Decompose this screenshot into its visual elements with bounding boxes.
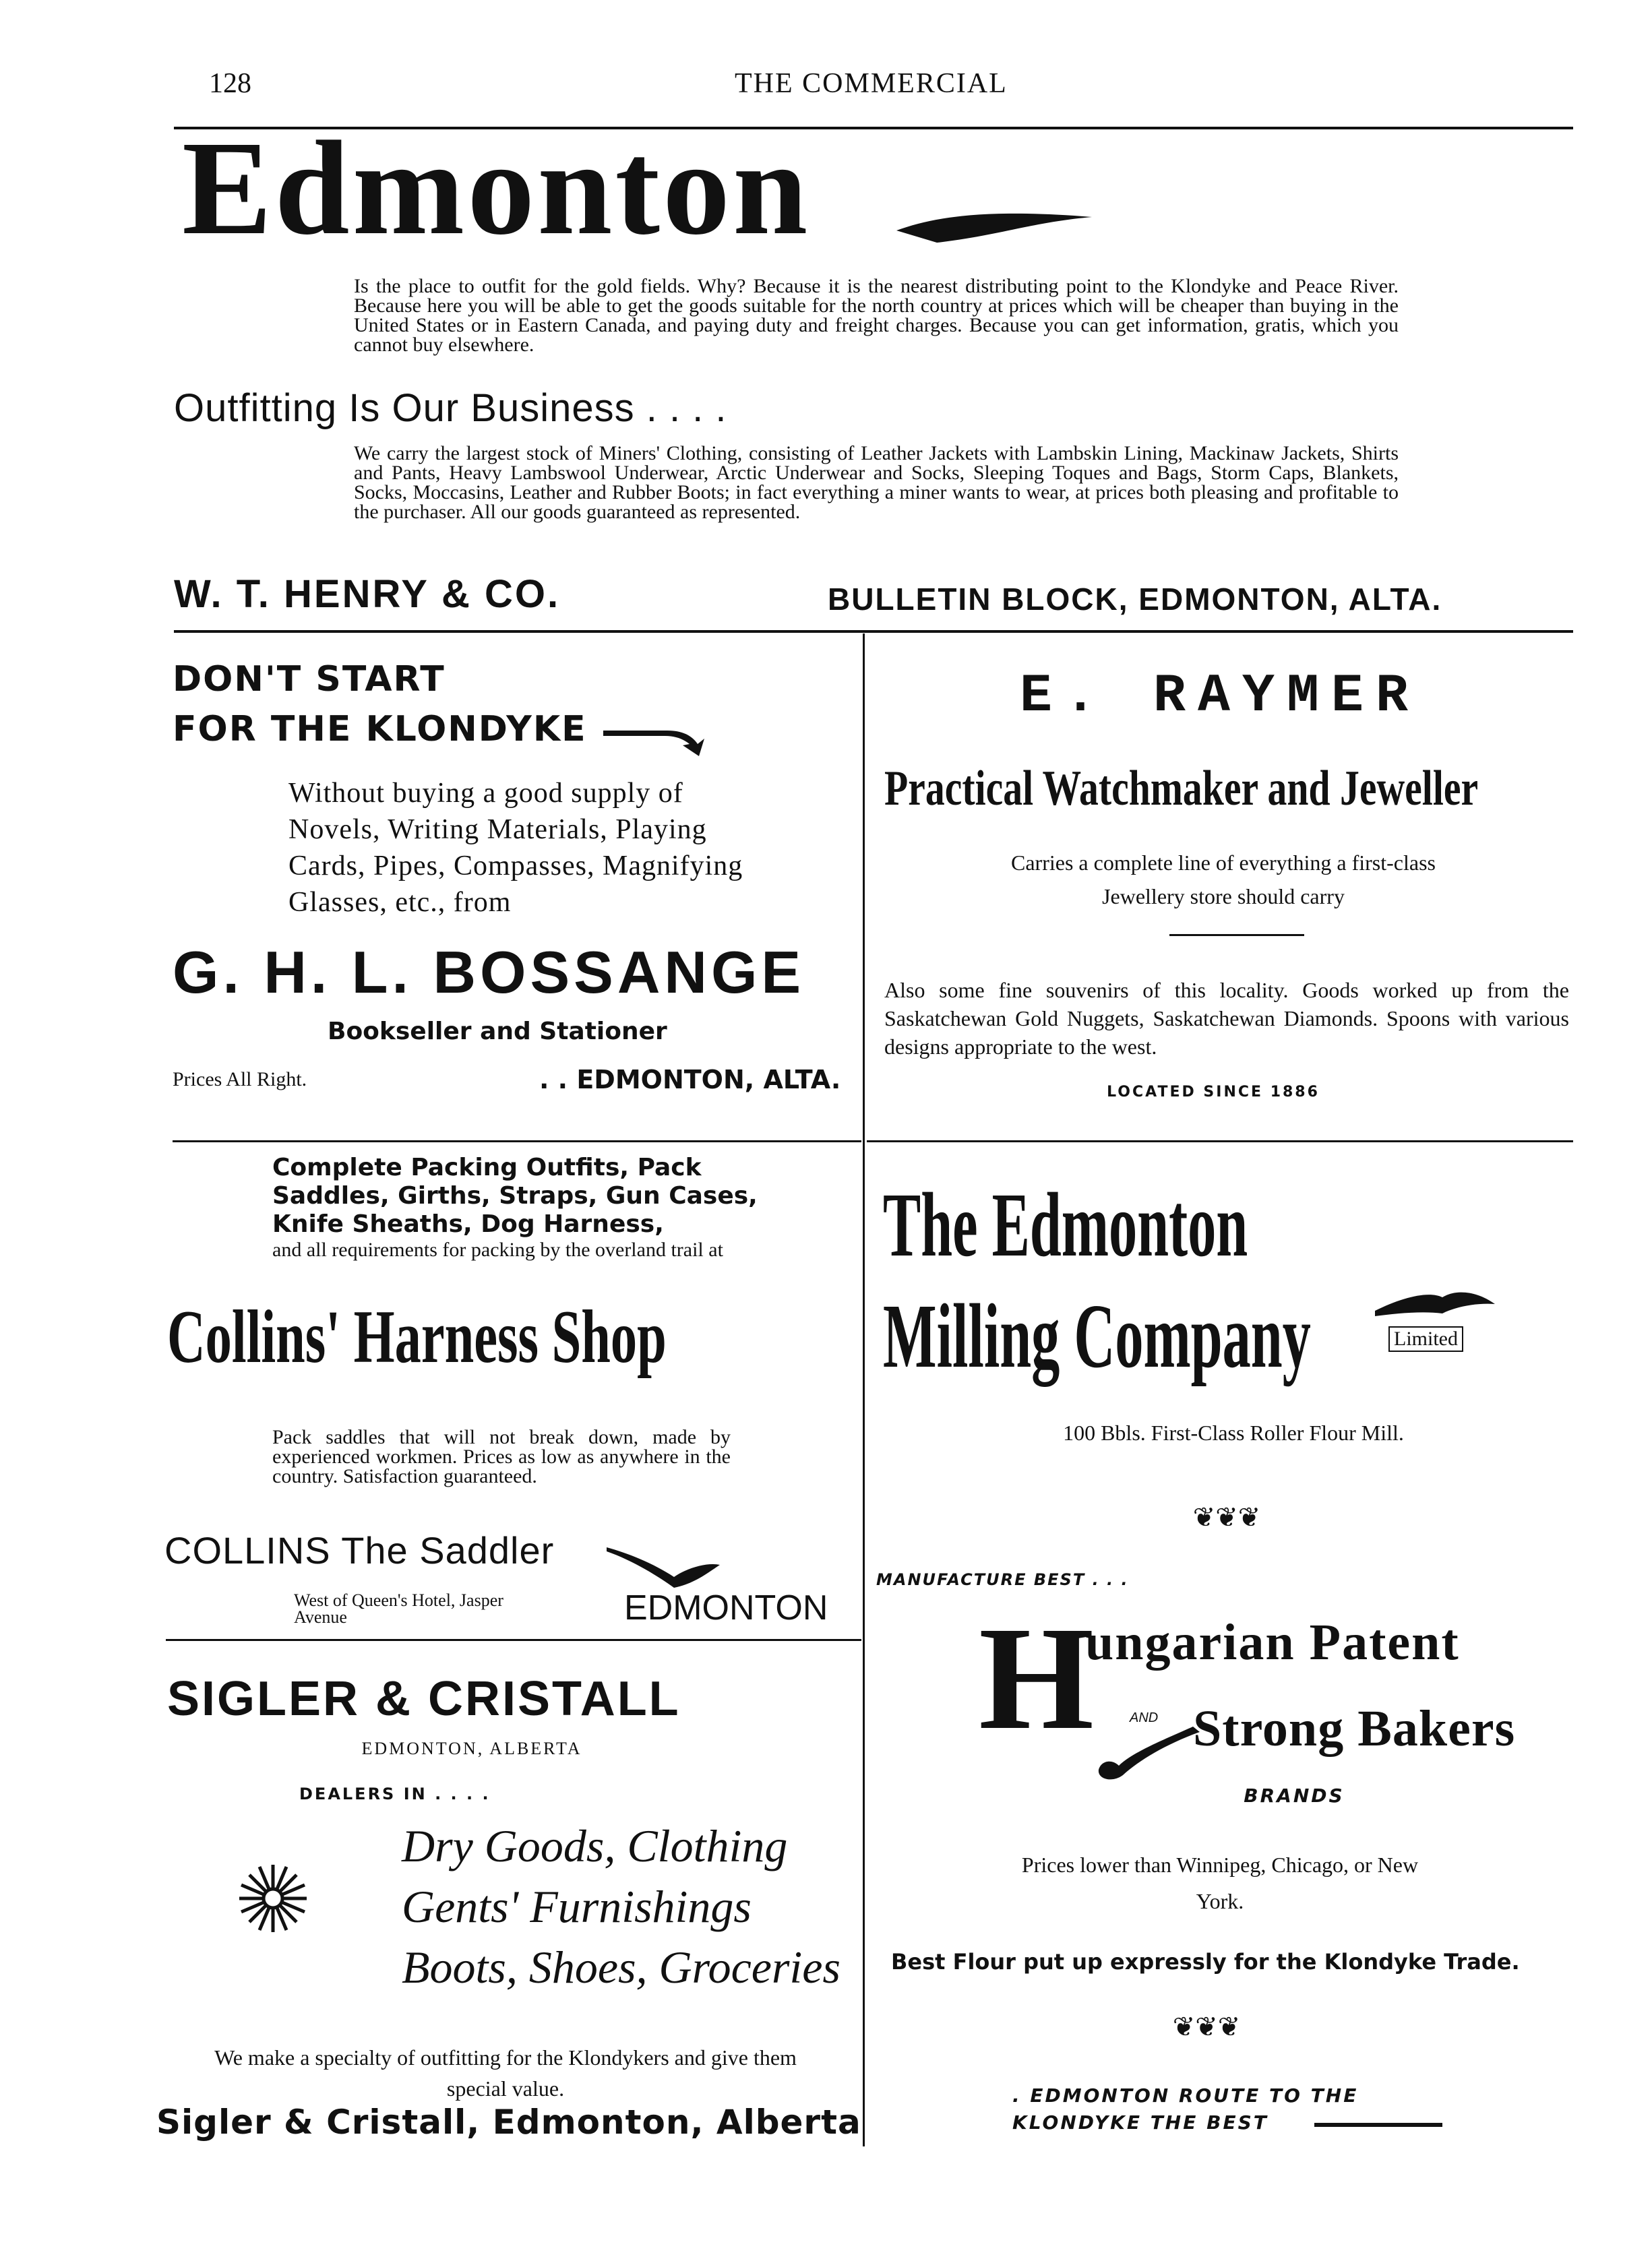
- brand-initial: H: [979, 1596, 1095, 1760]
- sunburst-icon: [236, 1861, 310, 1935]
- sigler-goods-3: Boots, Shoes, Groceries: [402, 1942, 840, 1993]
- arrow-icon: [607, 1543, 721, 1590]
- raymer-body: Also some fine souvenirs of this locality. Goods worked up from the Saskatchewan Gold Nuggets, Saskatchewan Diamonds. Spoons with various designs appropriate to the west.: [884, 978, 1569, 1059]
- henry-subhead: Outfitting Is Our Business . . . .: [174, 386, 727, 430]
- collins-intro: Complete Packing Outfits, Pack Saddles, Girths, Straps, Gun Cases, Knife Sheaths, Dog Harness,: [272, 1154, 758, 1238]
- milling-route: . EDMONTON ROUTE TO THE KLONDYKE THE BEST: [1012, 2084, 1359, 2134]
- collins-body: Pack saddles that will not break down, made by experienced workmen. Prices as low as anywhere in the country. Satisfaction guaranteed.: [272, 1426, 731, 1487]
- bossange-location: . . EDMONTON, ALTA.: [539, 1065, 841, 1094]
- milling-name: Milling Company: [883, 1286, 1311, 1387]
- flourish-icon: [1092, 1725, 1200, 1786]
- raymer-since: LOCATED SINCE 1886: [1107, 1084, 1320, 1101]
- raymer-short-rule: [1169, 934, 1304, 936]
- collins-address: West of Queen's Hotel, Jasper Avenue: [294, 1590, 503, 1627]
- henry-body: We carry the largest stock of Miners' Clothing, consisting of Leather Jackets with Lambskin Lining, Mackinaw Jackets, Shirts and Pants, Heavy Lambswool Underwear, Arctic Underwear and Socks, Sleeping Toques and Bags, Storm Caps, Blankets, Socks, Moccasins, Leather and Rubber Boots; in fact everything a miner wants to wear, at prices both pleasing and profitable to the purchaser. All our goods guaranteed as represented.: [354, 442, 1399, 523]
- edmonton-title: Edmonton: [182, 114, 811, 263]
- raymer-line: Carries a complete line of everything a first-class Jewellery store should carry: [1011, 850, 1436, 908]
- bossange-body: Without buying a good supply of Novels, Writing Materials, Playing Cards, Pipes, Compasses, Magnifying Glasses, etc., from: [288, 778, 743, 918]
- sigler-name: SIGLER & CRISTALL: [167, 1672, 681, 1726]
- bossange-prices: Prices All Right.: [173, 1068, 307, 1090]
- brand-strong-bakers: Strong Bakers: [1193, 1700, 1516, 1757]
- raymer-trade: Practical Watchmaker and Jeweller: [884, 761, 1479, 816]
- milling-capacity: 100 Bbls. First-Class Roller Flour Mill.: [1063, 1421, 1404, 1445]
- ornament-icon: ❦❦❦: [1192, 1502, 1261, 1532]
- bossange-headline: DON'T START: [173, 659, 446, 700]
- brand-hungarian-patent: ungarian Patent: [1085, 1614, 1460, 1671]
- column-divider: [863, 633, 865, 2146]
- collins-intro-small: and all requirements for packing by the overland trail at: [272, 1239, 723, 1261]
- collins-bottom-rule: [166, 1639, 861, 1641]
- raymer-name: E. RAYMER: [1019, 666, 1421, 727]
- henry-bottom-rule: [174, 630, 1573, 633]
- sigler-location: EDMONTON, ALBERTA: [361, 1739, 582, 1758]
- sigler-dealers: DEALERS IN . . . .: [299, 1785, 491, 1803]
- milling-best-flour: Best Flour put up expressly for the Klondyke Trade.: [891, 1949, 1520, 1975]
- sigler-footer: Sigler & Cristall, Edmonton, Alberta: [156, 2103, 861, 2142]
- bossange-name: G. H. L. BOSSANGE: [173, 939, 805, 1005]
- sigler-specialty: We make a specialty of outfitting for the Klondykers and give them special value.: [214, 2045, 797, 2101]
- route-rule: [1314, 2123, 1442, 2127]
- flourish-icon: [896, 202, 1099, 249]
- bossange-bottom-rule: [173, 1140, 861, 1142]
- ornament-icon: ❦❦❦: [1172, 2012, 1241, 2042]
- publication-title: THE COMMERCIAL: [735, 68, 1008, 99]
- sigler-goods-2: Gents' Furnishings: [402, 1881, 752, 1932]
- milling-prices: Prices lower than Winnipeg, Chicago, or New York.: [1021, 1853, 1419, 1913]
- arrow-icon: [603, 721, 711, 762]
- raymer-bottom-rule: [867, 1140, 1573, 1142]
- henry-intro: Is the place to outfit for the gold fields. Why? Because it is the nearest distributing point to the Klondyke and Peace River. Because here you will be able to get the goods suitable for the north country at prices which will be cheaper than buying in the United States or in Eastern Canada, and paying duty and freight charges. Because you can get information, gratis, which you cannot buy elsewhere.: [354, 275, 1399, 356]
- collins-shop-name: Collins' Harness Shop: [167, 1295, 667, 1379]
- henry-firm-name: W. T. HENRY & CO.: [174, 572, 561, 616]
- page-number: 128: [209, 68, 251, 99]
- milling-manufacture: MANUFACTURE BEST . . .: [876, 1570, 1129, 1589]
- sigler-goods-1: Dry Goods, Clothing: [402, 1820, 788, 1871]
- collins-town: EDMONTON: [624, 1588, 828, 1628]
- brand-and: AND: [1130, 1710, 1159, 1725]
- bossange-headline: FOR THE KLONDYKE: [173, 709, 587, 749]
- henry-address: BULLETIN BLOCK, EDMONTON, ALTA.: [828, 582, 1442, 617]
- bossange-trade: Bookseller and Stationer: [328, 1018, 667, 1045]
- milling-name: The Edmonton: [883, 1175, 1248, 1276]
- milling-limited: Limited: [1388, 1326, 1463, 1352]
- collins-signature: COLLINS The Saddler: [164, 1529, 555, 1572]
- brand-label: BRANDS: [1244, 1785, 1345, 1807]
